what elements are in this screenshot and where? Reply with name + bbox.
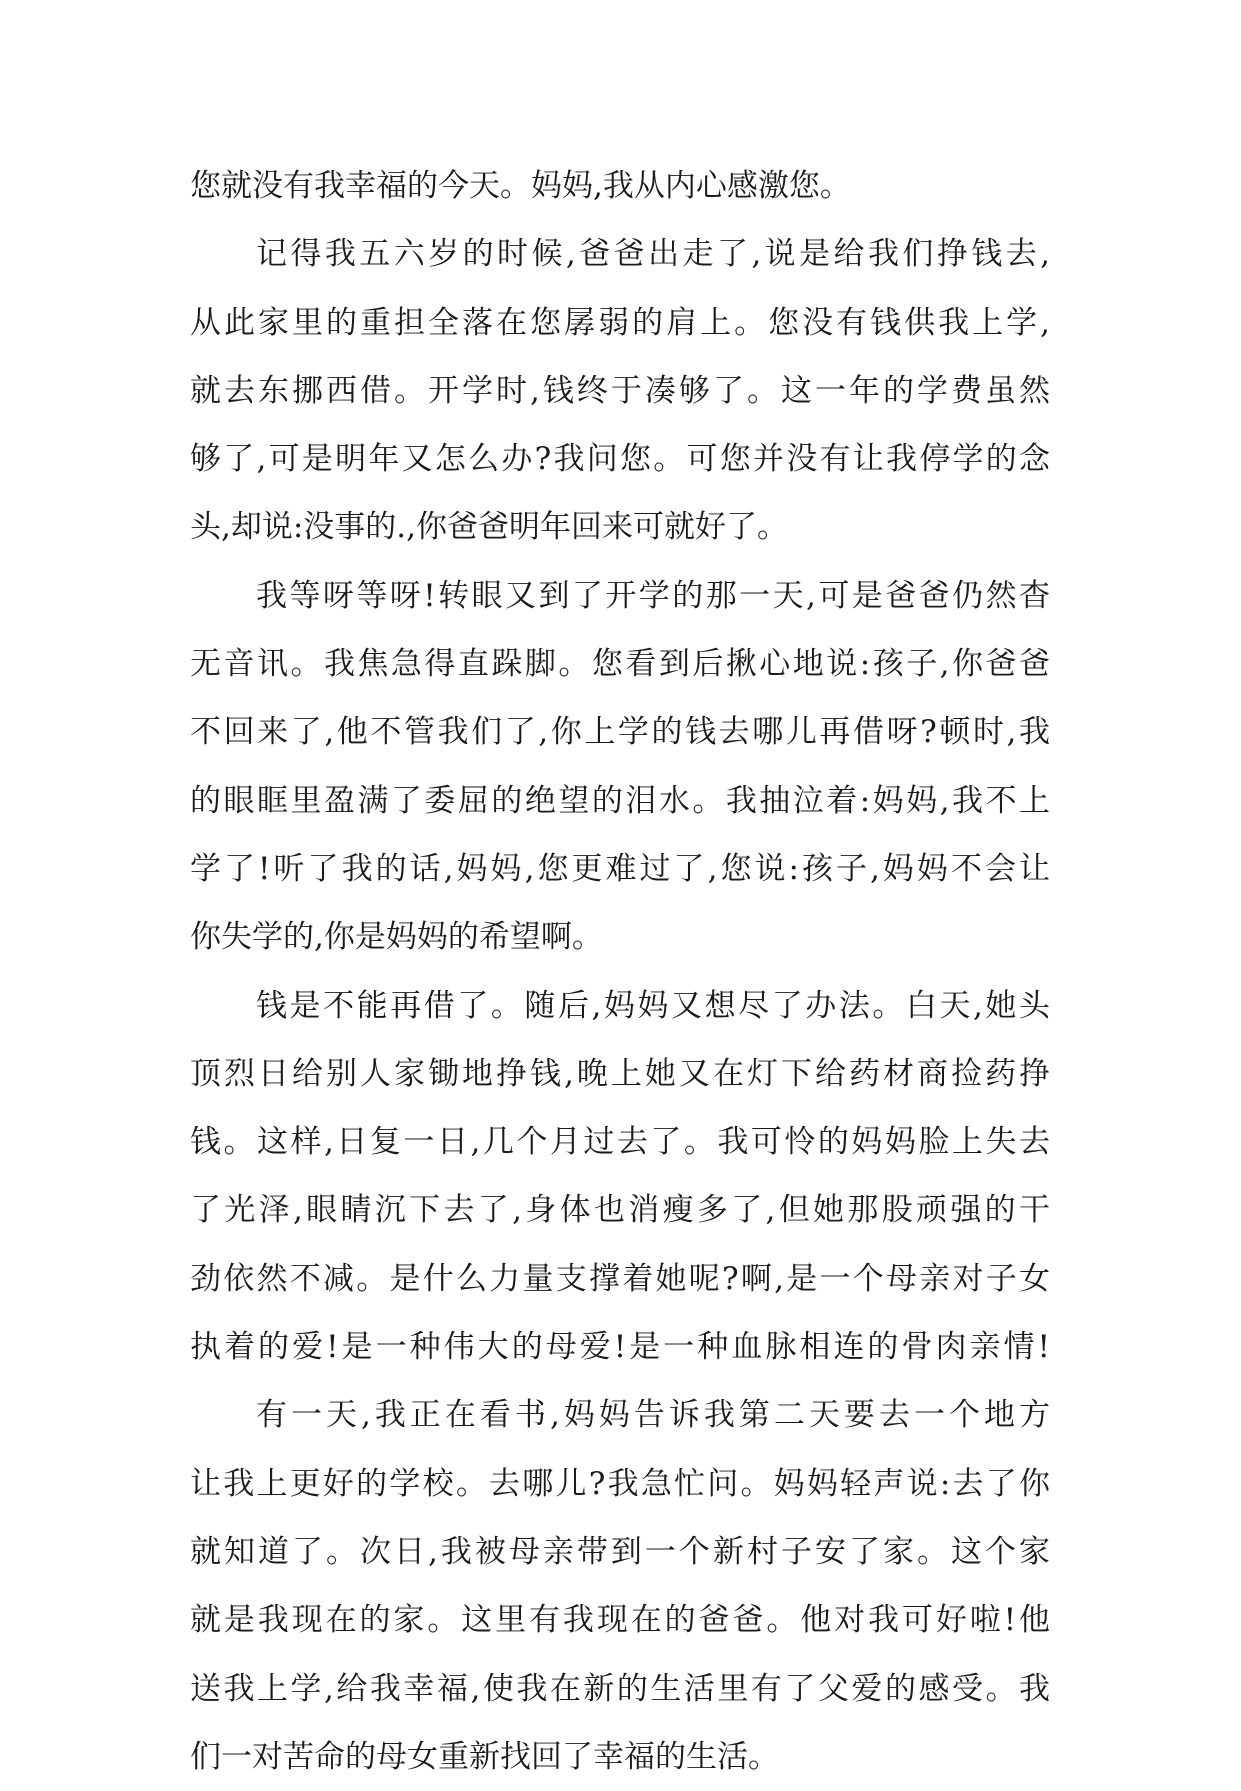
- text-line: 你失学的,你是妈妈的希望啊。: [190, 919, 603, 956]
- text-line: 从此家里的重担全落在您孱弱的肩上。您没有钱供我上学,: [190, 304, 1050, 341]
- text-line: 头,却说:没事的.,你爸爸明年回来可就好了。: [190, 509, 789, 546]
- text-line: 无音讯。我焦急得直跺脚。您看到后揪心地说:孩子,你爸爸: [190, 646, 1050, 683]
- text-line: 我等呀等呀!转眼又到了开学的那一天,可是爸爸仍然杳: [256, 577, 1050, 614]
- text-line: 让我上更好的学校。去哪儿?我急忙问。妈妈轻声说:去了你: [190, 1465, 1050, 1502]
- text-line: 有一天,我正在看书,妈妈告诉我第二天要去一个地方: [256, 1397, 1050, 1434]
- text-line: 够了,可是明年又怎么办?我问您。可您并没有让我停学的念: [190, 441, 1050, 478]
- text-line: 们一对苦命的母女重新找回了幸福的生活。: [190, 1738, 779, 1775]
- text-line: 就知道了。次日,我被母亲带到一个新村子安了家。这个家: [190, 1533, 1050, 1570]
- text-line: 不回来了,他不管我们了,你上学的钱去哪儿再借呀?顿时,我: [190, 714, 1050, 751]
- text-line: 就是我现在的家。这里有我现在的爸爸。他对我可好啦!他: [190, 1602, 1050, 1639]
- text-line: 劲依然不减。是什么力量支撑着她呢?啊,是一个母亲对子女: [190, 1260, 1050, 1297]
- text-line: 就去东挪西借。开学时,钱终于凑够了。这一年的学费虽然: [190, 372, 1050, 409]
- text-line: 记得我五六岁的时候,爸爸出走了,说是给我们挣钱去,: [256, 236, 1050, 273]
- text-line: 学了!听了我的话,妈妈,您更难过了,您说:孩子,妈妈不会让: [190, 850, 1050, 887]
- text-line: 执着的爱!是一种伟大的母爱!是一种血脉相连的骨肉亲情!: [190, 1329, 1050, 1366]
- text-line: 钱是不能再借了。随后,妈妈又想尽了办法。白天,她头: [256, 987, 1050, 1024]
- text-line: 您就没有我幸福的今天。妈妈,我从内心感激您。: [190, 168, 851, 204]
- document-body: [190, 152, 1050, 1791]
- text-line: 了光泽,眼睛沉下去了,身体也消瘦多了,但她那股顽强的干: [190, 1192, 1050, 1229]
- text-line: 送我上学,给我幸福,使我在新的生活里有了父爱的感受。我: [190, 1670, 1050, 1707]
- text-line: 钱。这样,日复一日,几个月过去了。我可怜的妈妈脸上失去: [190, 1124, 1050, 1161]
- text-line: 顶烈日给别人家锄地挣钱,晚上她又在灯下给药材商捡药挣: [190, 1055, 1050, 1092]
- text-line: 的眼眶里盈满了委屈的绝望的泪水。我抽泣着:妈妈,我不上: [190, 782, 1050, 819]
